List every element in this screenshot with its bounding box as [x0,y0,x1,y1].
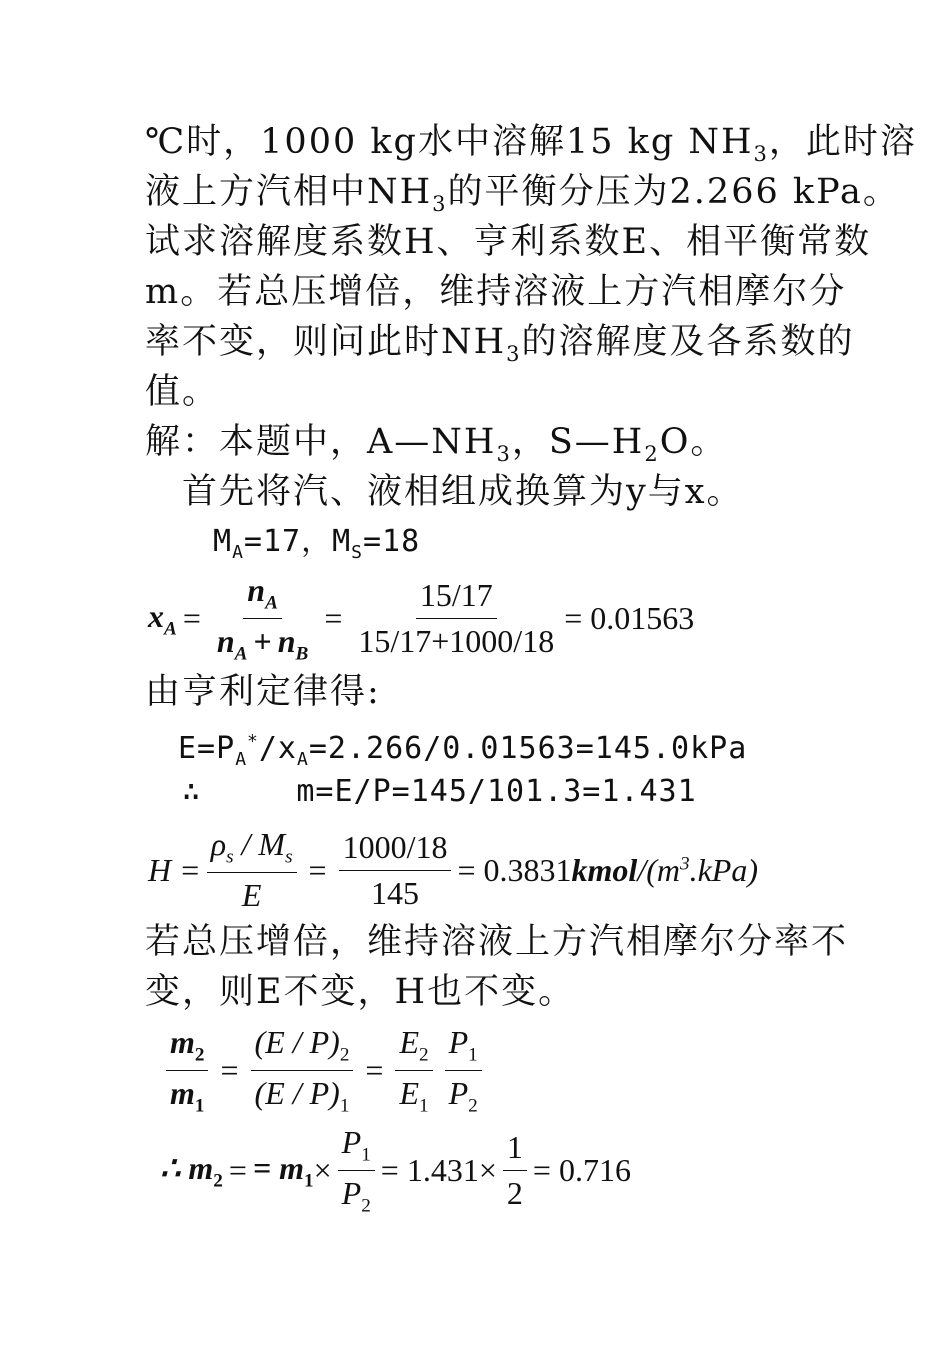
molar-mass-line: $M_A=17$，$M_S=18$ [213,524,421,563]
half-fraction: $\frac{1}{2}$ [503,1129,527,1212]
p-ratio-fraction: $\frac{P_1}{P_2}$ [445,1024,482,1118]
p1-p2-fraction: $\frac{P_1}{P_2}$ [338,1124,375,1218]
solution-convert: 首先将汽、液相组成换算为y与x。 [182,472,744,512]
h-fraction-symbolic: $\frac{\rho_s / M_s}{E}$ [207,826,297,914]
problem-line-6: 值。 [145,372,220,412]
e-ratio-fraction: $\frac{E_2}{E_1}$ [395,1024,432,1118]
h-equation: H = $\frac{\rho_s / M_s}{E}$ = $\frac{1000/18}{145}$ = 0.3831 kmol $/(m^3.kPa)$ [148,826,758,914]
h-fraction-numeric: $\frac{1000/18}{145}$ [339,829,452,912]
ep-ratio-fraction: $\frac{(E / P)_2}{(E / P)_1}$ [251,1024,354,1118]
problem-line-5: 率不变，则问此时$NH_3$的溶解度及各系数的 [145,322,855,366]
m-ratio-fraction: $\frac{m_2}{m_1}$ [166,1024,208,1118]
problem-line-4: m。若总压增倍，维持溶液上方汽相摩尔分 [145,272,847,312]
xa-equation: $x_A$ = $\frac{n_A}{n_A + n_B}$ = $\frac{15/17}{15/17+1000/18}$ = 0.01563 [148,572,695,665]
e-calculation: $E=P_A^*/x_A=2.266/0.01563=145.0kPa$ [178,731,748,770]
xa-fraction-numeric: $\frac{15/17}{15/17+1000/18}$ [358,577,555,660]
henry-law-heading: 由亨利定律得: [145,672,381,712]
solution-intro: 解：本题中，$A—NH_3$，$S—H_2O$。 [145,422,728,466]
problem-line-2: 液上方汽相中$NH_3$的平衡分压为2.266 kPa。 [145,172,900,216]
if-line-1: 若总压增倍，维持溶液上方汽相摩尔分率不 [145,922,849,962]
if-line-2: 变，则E不变，H也不变。 [145,972,576,1012]
problem-line-1: ℃时，1000 kg水中溶解15 kg $NH_3$，此时溶 [145,122,917,166]
xa-fraction-symbolic: $\frac{n_A}{n_A + n_B}$ [216,572,309,665]
m2-equation: ∴ $m_2$ = = $m_1$ × $\frac{P_1}{P_2}$ = 1.431× $\frac{1}{2}$ = 0.716 [160,1124,631,1217]
m-ratio-equation: $\frac{m_2}{m_1}$ = $\frac{(E / P)_2}{(E / P)_1}$ = $\frac{E_2}{E_1}$ $\frac{P_1}{P_2}$ [160,1024,488,1118]
m-calculation: ∴ m=E/P=145/101.3=1.431 [182,774,697,809]
problem-line-3: 试求溶解度系数H、亨利系数E、相平衡常数 [145,222,872,262]
